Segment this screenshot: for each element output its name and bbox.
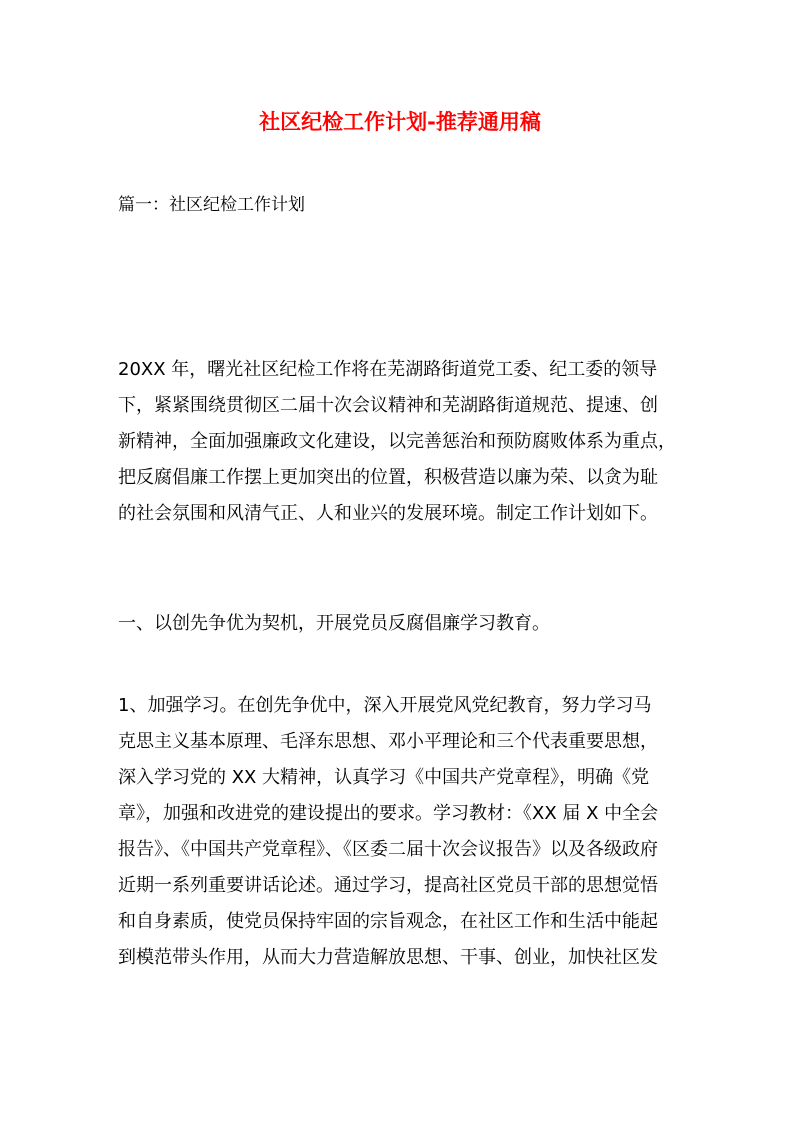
part-one-heading <box>118 606 688 642</box>
item-one-line: 到模范带头作用，从而大力营造解放思想、干事、创业，加快社区发 <box>118 947 658 968</box>
intro-line: 的社会氛围和风清气正、人和业兴的发展环境。制定工作计划如下。 <box>118 503 658 524</box>
item-one-line: 近期一系列重要讲话论述。通过学习，提高社区党员干部的思想觉悟 <box>118 875 658 896</box>
intro-line: 把反腐倡廉工作摆上更加突出的位置，积极营造以廉为荣、以贪为耻 <box>118 467 658 488</box>
item-one-line: 深入学习党的 XX 大精神，认真学习《中国共产党章程》，明确《党 <box>118 767 650 788</box>
item-one-line: 1、加强学习。在创先争优中，深入开展党风党纪教育，努力学习马 <box>118 695 652 716</box>
intro-line: 20XX 年，曙光社区纪检工作将在芜湖路街道党工委、纪工委的领导 <box>118 359 658 380</box>
item-one-line: 和自身素质，使党员保持牢固的宗旨观念，在社区工作和生活中能起 <box>118 911 658 932</box>
intro-paragraph <box>118 352 688 532</box>
document-title: 社区纪检工作计划-推荐通用稿 <box>259 110 541 134</box>
section-heading: 篇一：社区纪检工作计划 <box>118 195 305 215</box>
item-one-line: 章》，加强和改进党的建设提出的要求。学习教材：《XX 届 X 中全会 <box>118 803 659 824</box>
part-one-heading-text: 一、以创先争优为契机，开展党员反腐倡廉学习教育。 <box>118 613 550 634</box>
intro-line: 下，紧紧围绕贯彻区二届十次会议精神和芜湖路街道规范、提速、创 <box>118 395 658 416</box>
item-one-paragraph <box>118 688 688 976</box>
intro-line: 新精神，全面加强廉政文化建设，以完善惩治和预防腐败体系为重点， <box>118 431 676 452</box>
item-one-line: 报告》、《中国共产党章程》、《区委二届十次会议报告》以及各级政府 <box>118 839 658 860</box>
item-one-line: 克思主义基本原理、毛泽东思想、邓小平理论和三个代表重要思想， <box>118 731 658 752</box>
